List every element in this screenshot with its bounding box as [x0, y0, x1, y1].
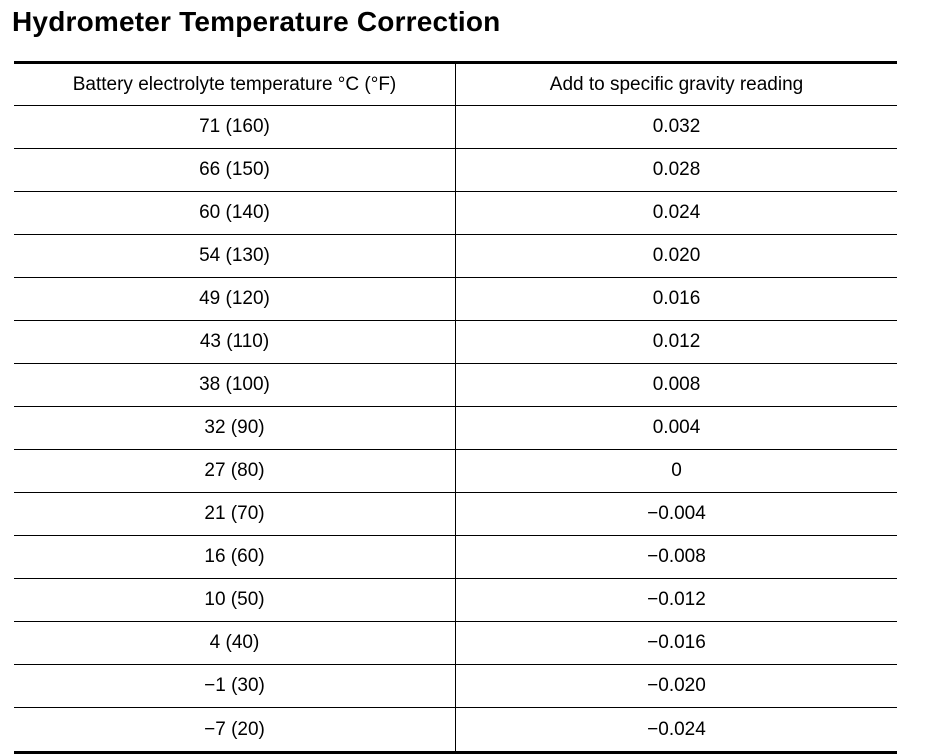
temperature-cell: 54 (130): [14, 235, 456, 277]
temperature-cell: 71 (160): [14, 106, 456, 148]
correction-cell: −0.016: [647, 632, 706, 653]
table-row: [14, 536, 897, 579]
correction-cell: 0.012: [652, 331, 701, 352]
table-row: [14, 106, 897, 149]
temperature-cell: 27 (80): [14, 450, 456, 492]
temperature-cell: 10 (50): [14, 579, 456, 621]
header-temperature: Battery electrolyte temperature °C (°F): [14, 64, 456, 105]
table-row: [14, 321, 897, 364]
temperature-cell: 32 (90): [14, 407, 456, 449]
temperature-cell: 49 (120): [14, 278, 456, 320]
table-row: [14, 364, 897, 407]
temperature-cell: 21 (70): [14, 493, 456, 535]
temperature-cell: 66 (150): [14, 149, 456, 191]
correction-cell: 0.020: [652, 245, 701, 266]
correction-cell: −0.012: [647, 589, 706, 610]
table-row: [14, 450, 897, 493]
table-body: [14, 106, 897, 751]
table-row: [14, 665, 897, 708]
correction-cell: 0.016: [652, 288, 701, 309]
temperature-cell: 38 (100): [14, 364, 456, 406]
table-row: [14, 622, 897, 665]
table-row: [14, 493, 897, 536]
correction-cell: −0.008: [647, 546, 706, 567]
temperature-cell: 43 (110): [14, 321, 456, 363]
correction-cell: 0.008: [652, 374, 701, 395]
correction-table: [14, 61, 897, 754]
table-row: [14, 579, 897, 622]
correction-cell: 0.028: [652, 159, 701, 180]
table-row: [14, 192, 897, 235]
temperature-cell: 60 (140): [14, 192, 456, 234]
temperature-cell: −7 (20): [14, 708, 456, 751]
table-header-row: [14, 64, 897, 106]
correction-cell: −0.020: [647, 675, 706, 696]
header-correction: Add to specific gravity reading: [549, 73, 804, 95]
table-row: [14, 708, 897, 751]
table-row: [14, 407, 897, 450]
temperature-cell: −1 (30): [14, 665, 456, 707]
temperature-cell: 4 (40): [14, 622, 456, 664]
correction-cell: −0.024: [647, 718, 706, 740]
table-row: [14, 278, 897, 321]
correction-cell: 0.032: [652, 116, 701, 137]
correction-cell: −0.004: [647, 503, 706, 524]
correction-cell: 0: [671, 460, 682, 481]
table-row: [14, 149, 897, 192]
temperature-cell: 16 (60): [14, 536, 456, 578]
table-row: [14, 235, 897, 278]
correction-cell: 0.004: [652, 417, 701, 438]
page-title: Hydrometer Temperature Correction: [12, 6, 501, 37]
correction-cell: 0.024: [652, 202, 701, 223]
